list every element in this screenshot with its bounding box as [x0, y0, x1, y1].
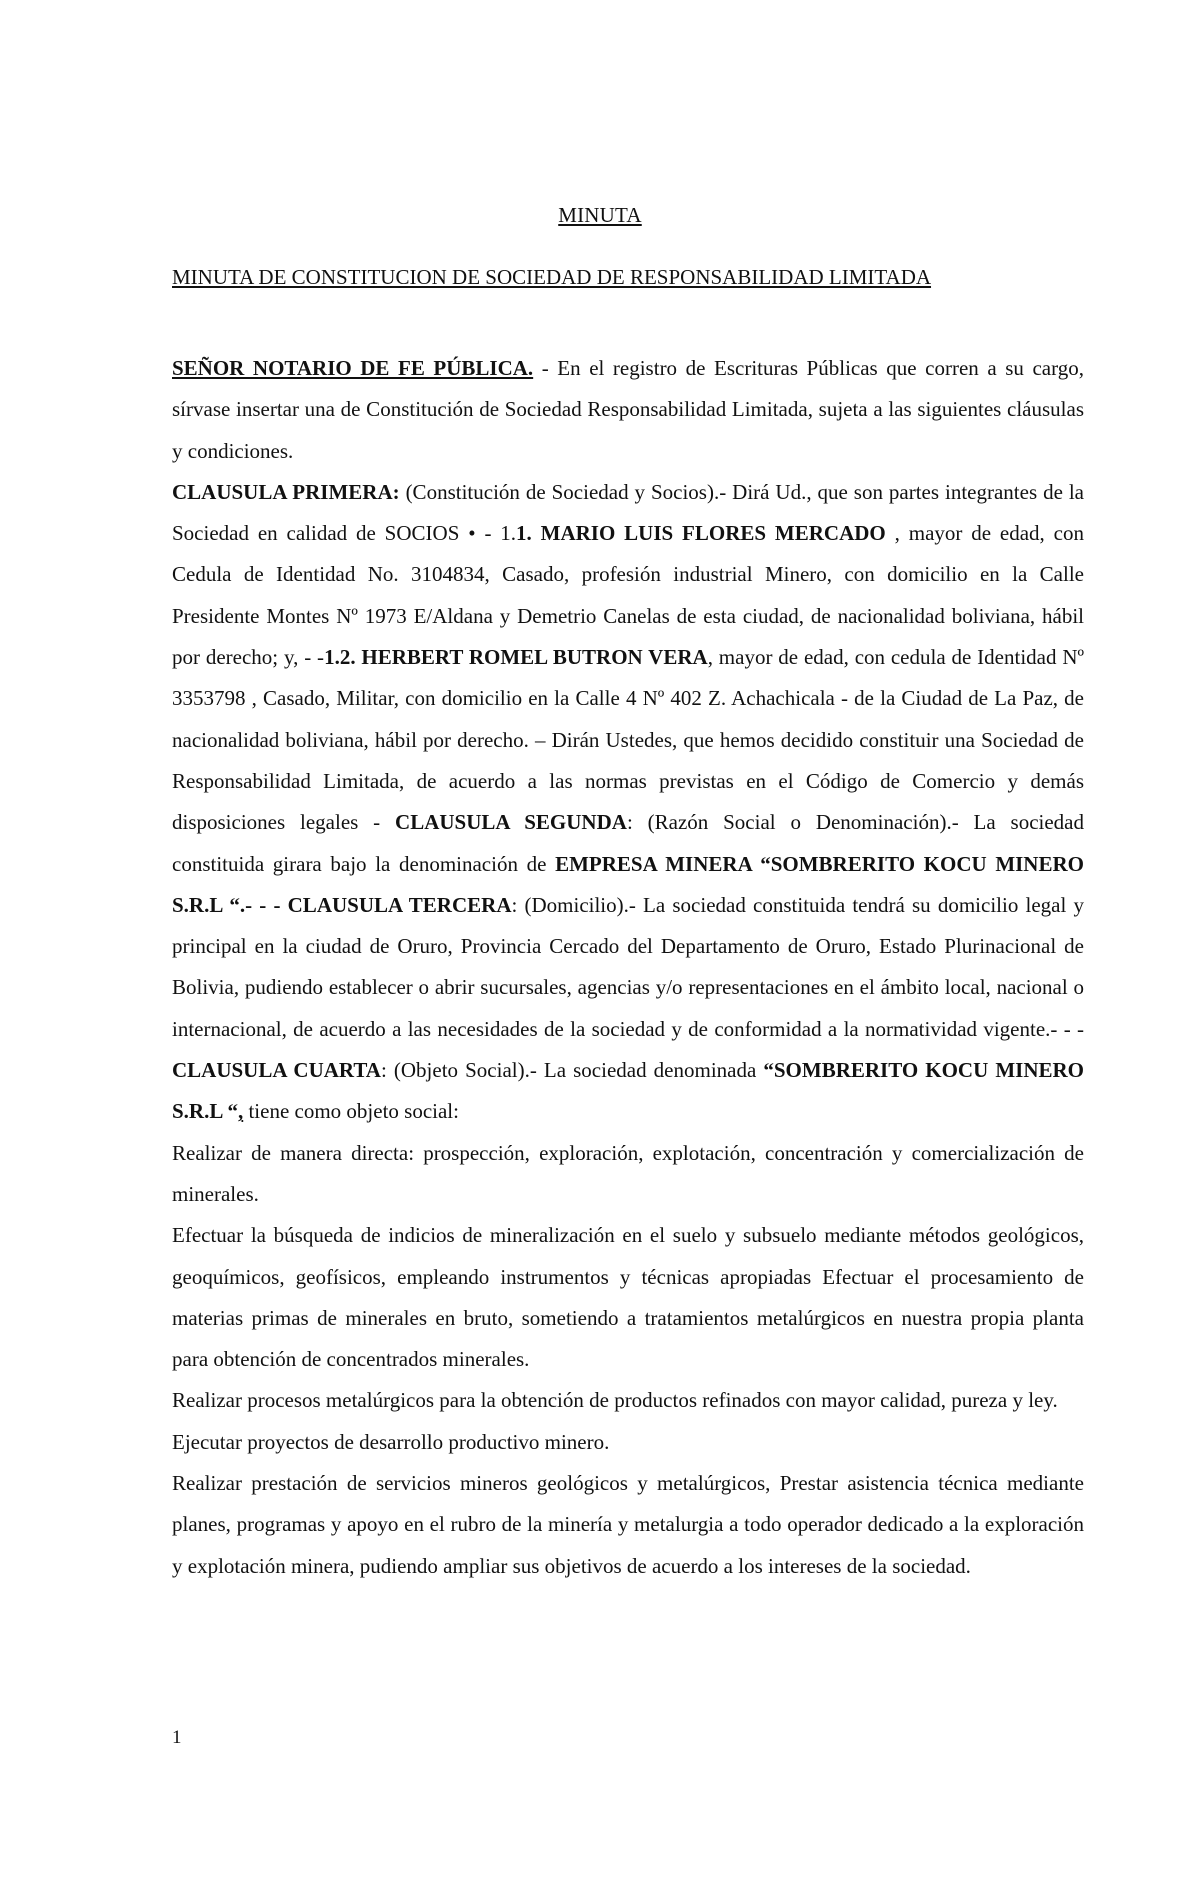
clause-tercera-label: CLAUSULA TERCERA — [287, 892, 512, 917]
clause-primera-label: CLAUSULA PRIMERA: — [172, 479, 400, 504]
document-body — [172, 348, 1084, 1587]
clause-tercera-text: : (Domicilio).- La sociedad constituida tendrá su domicilio legal y principal en la ciudad de Oruro, Provincia Cercado del Departamento de Oruro, Estado Plurinacional de Bolivia, pudiendo establecer o abrir sucursales, agencias y/o representaciones en el ámbito local, nacional o internacional, de acuerdo a las necesidades de la sociedad y de conformidad a la normatividad vigente.- - - — [172, 892, 1084, 1041]
page-number: 1 — [172, 1727, 182, 1748]
addressee-label: SEÑOR NOTARIO DE FE PÚBLICA. — [172, 356, 534, 380]
objective-item: Realizar procesos metalúrgicos para la obtención de productos refinados con mayor calidad, pureza y ley. — [172, 1388, 1058, 1413]
clause-cuarta-label: CLAUSULA CUARTA — [172, 1058, 381, 1083]
document-heading: MINUTA DE CONSTITUCION DE SOCIEDAD DE RESPONSABILIDAD LIMITADA — [172, 265, 932, 289]
clauses-paragraph — [172, 472, 1084, 1133]
objective-item: Ejecutar proyectos de desarrollo productivo minero. — [172, 1429, 610, 1454]
clause-cuarta-text: : (Objeto Social).- La sociedad denominada — [380, 1058, 764, 1083]
company-name-comma: , — [237, 1099, 244, 1124]
objective-item: Efectuar la búsqueda de indicios de mineralización en el suelo y subsuelo mediante métodos geológicos, geoquímicos, geofísicos, empleando instrumentos y técnicas apropiadas Efectuar el procesamiento de materias primas de minerales en bruto, sometiendo a tratamientos metalúrgicos en nuestra propia planta para obtención de concentrados minerales. — [172, 1223, 1084, 1372]
document-title: MINUTA — [558, 203, 642, 227]
clause-segunda-label: CLAUSULA SEGUNDA — [395, 810, 627, 835]
company-name: EMPRESA MINERA “SOMBRERITO KOCU MINERO S.R.L “ — [172, 851, 1084, 917]
partner-2-name: 1.2. HERBERT ROMEL BUTRON VERA — [324, 645, 708, 670]
intro-paragraph — [172, 348, 1084, 472]
clause-cuarta-tail: tiene como objeto social: — [243, 1099, 459, 1124]
partner-1-number: 1. — [516, 521, 532, 546]
clause-primera-text: (Constitución de Sociedad y Socios).- Dirá Ud., que son partes integrantes de la Sociedad en calidad de SOCIOS • - 1. — [172, 479, 1084, 546]
partner-1-name: MARIO LUIS FLORES MERCADO — [531, 521, 886, 546]
intro-text: - En el registro de Escrituras Públicas que corren a su cargo, sírvase insertar una de Constitución de Sociedad Responsabilidad Limitada, sujeta a las siguientes cláusulas y condiciones. — [172, 356, 1084, 463]
partner-2-details: , mayor de edad, con cedula de Identidad Nº 3353798 , Casado, Militar, con domicilio en la Calle 4 Nº 402 Z. Achachicala - de la Ciudad de La Paz, de nacionalidad boliviana, hábil por derecho. – Dirán Ustedes, que hemos decidido constituir una Sociedad de Responsabilidad Limitada, de acuerdo a las normas previstas en el Código de Comercio y demás disposiciones legales - — [172, 645, 1085, 835]
objective-item: Realizar prestación de servicios mineros geológicos y metalúrgicos, Prestar asistencia técnica mediante planes, programas y apoyo en el rubro de la minería y metalurgia a todo operador dedicado a la exploración y explotación minera, pudiendo ampliar sus objetivos de acuerdo a los intereses de la sociedad. — [172, 1471, 1084, 1578]
partner-1-details: , mayor de edad, con Cedula de Identidad No. 3104834, Casado, profesión industrial Minero, con domicilio en la Calle Presidente Montes Nº 1973 E/Aldana y Demetrio Canelas de esta ciudad, de nacionalidad boliviana, hábil por derecho; y, - - — [172, 521, 1084, 670]
clause-segunda-text: : (Razón Social o Denominación).- La sociedad constituida girara bajo la denominación de — [172, 810, 1085, 876]
objective-item: Realizar de manera directa: prospección, exploración, explotación, concentración y comercialización de minerales. — [172, 1140, 1084, 1206]
clause-separator: .- - - — [239, 892, 288, 917]
company-name-short: “SOMBRERITO KOCU MINERO S.R.L “ — [172, 1058, 1084, 1124]
